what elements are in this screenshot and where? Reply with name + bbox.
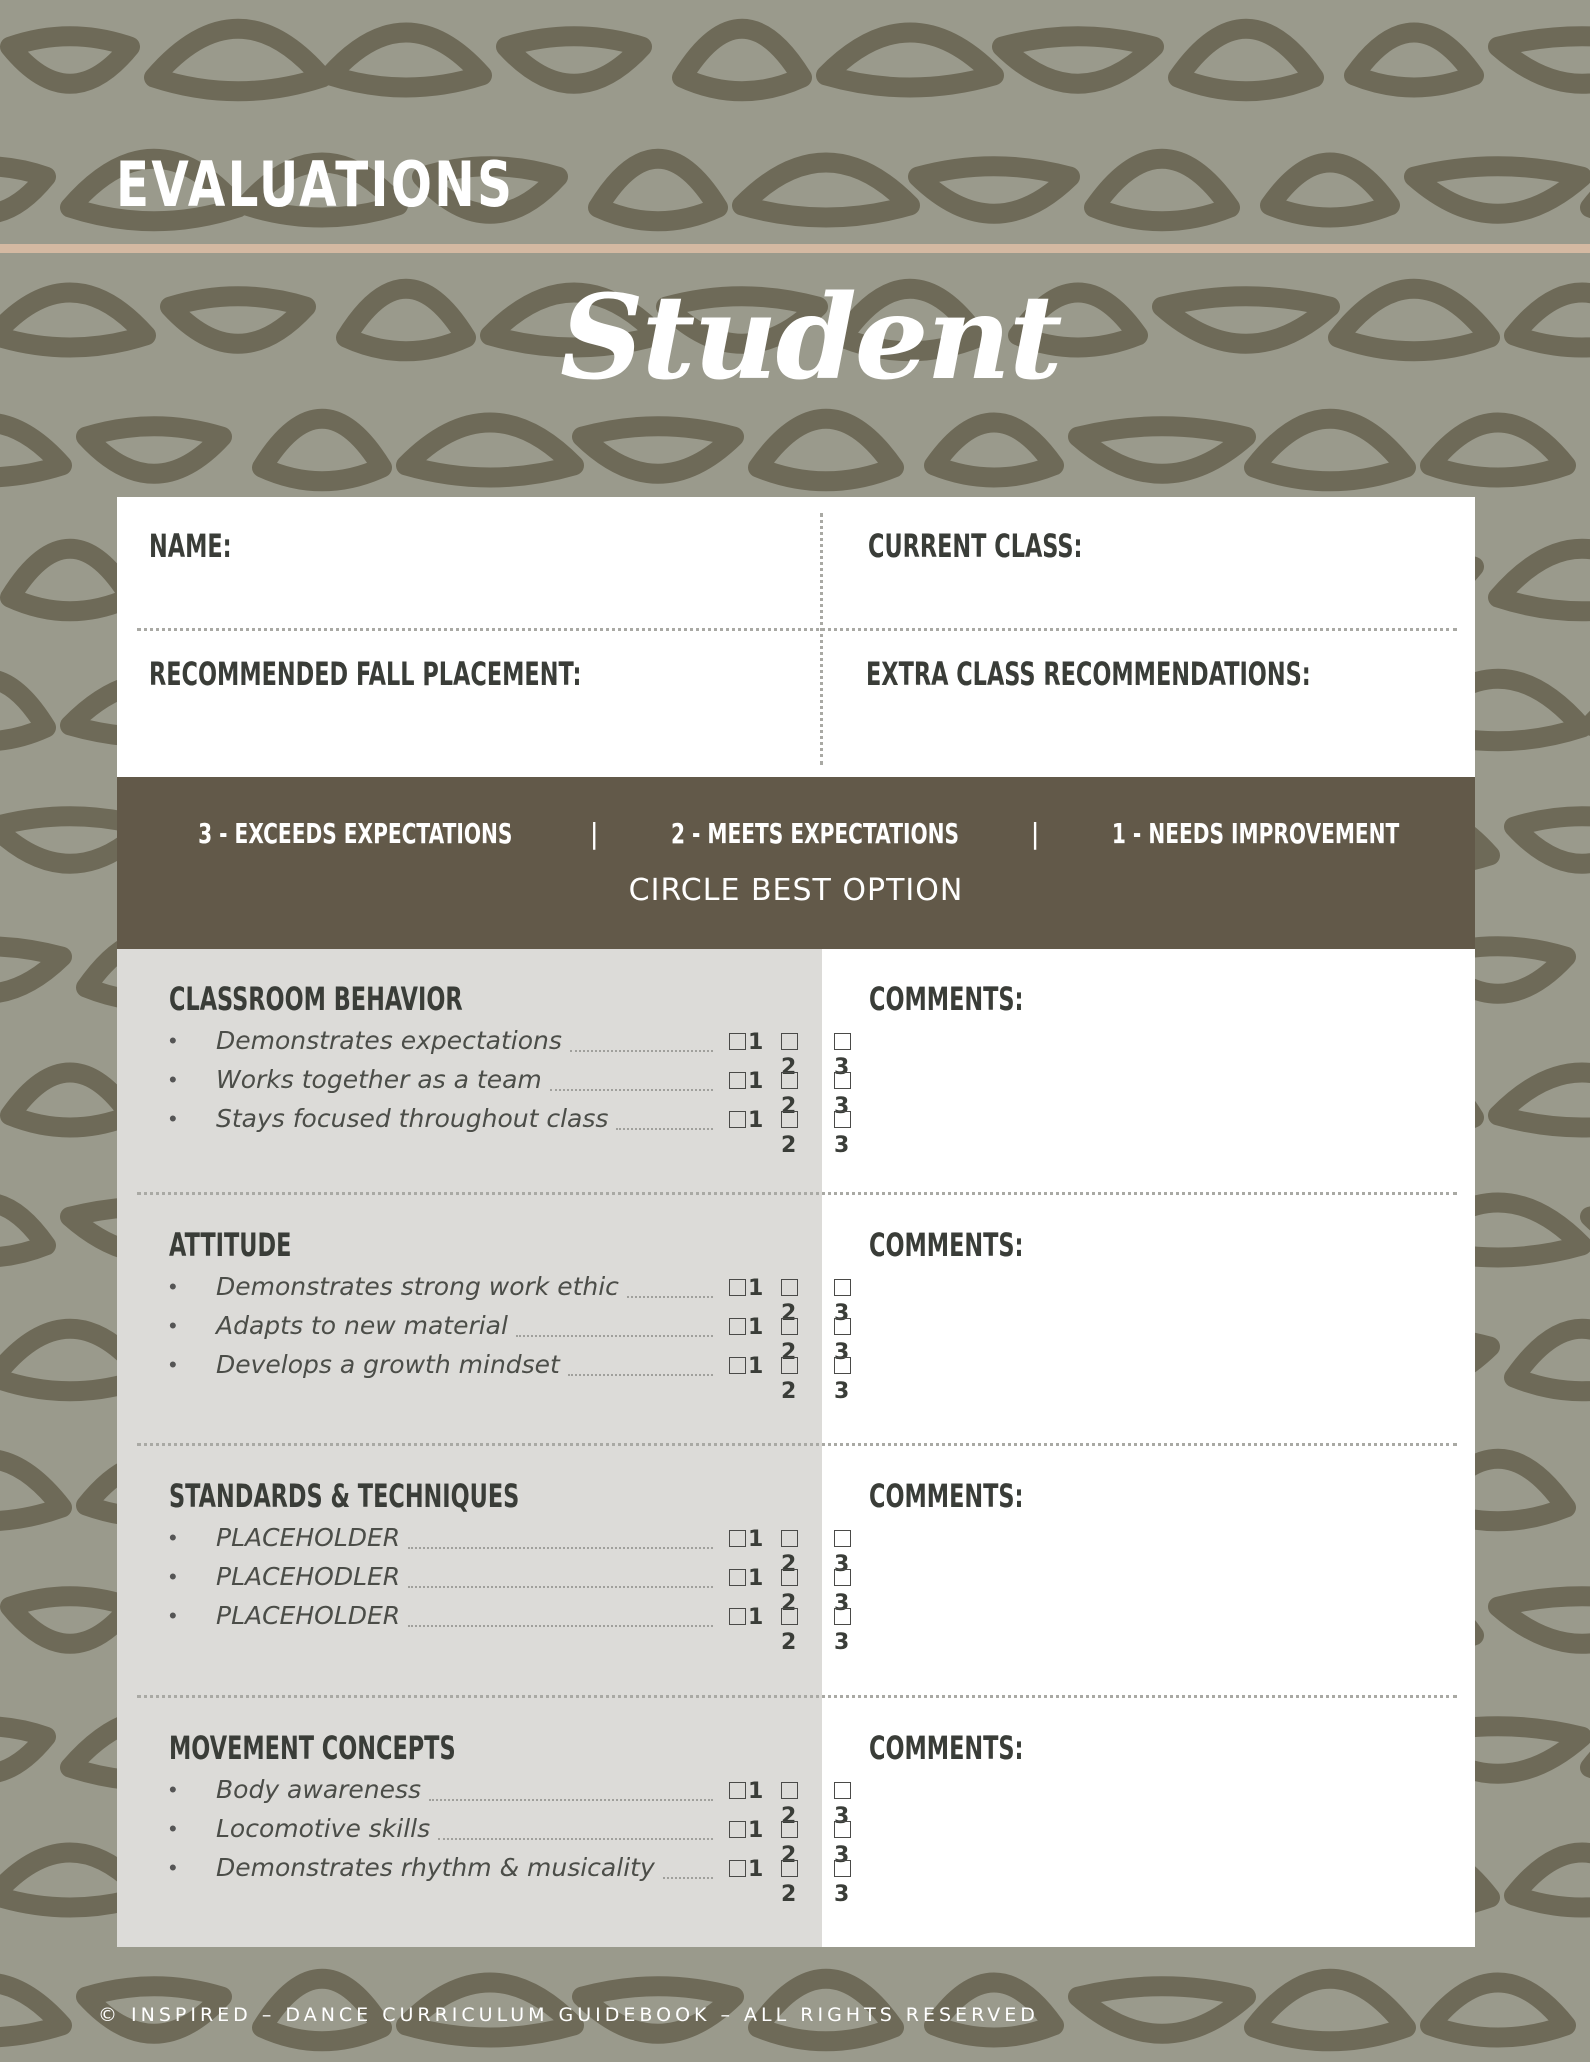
rating-option-1[interactable] [729, 1108, 763, 1133]
name-field-label[interactable]: NAME: [149, 527, 232, 565]
checkbox-icon[interactable] [834, 1782, 851, 1799]
pattern-ring [1514, 293, 1590, 348]
rating-option-number: 3 [834, 1301, 850, 1326]
checkbox-icon[interactable] [781, 1357, 798, 1374]
rating-option-1[interactable] [729, 1527, 763, 1552]
rating-option-number: 3 [834, 1804, 850, 1829]
checkbox-icon[interactable] [834, 1072, 851, 1089]
rating-option-number: 1 [748, 1566, 764, 1591]
pattern-ring [918, 166, 1070, 214]
criteria-label: Demonstrates rhythm & musicality [216, 1853, 655, 1882]
pattern-ring [758, 419, 894, 482]
pattern-ring [0, 1203, 46, 1258]
dotted-leader [438, 1838, 713, 1840]
dotted-leader [663, 1877, 713, 1879]
bullet: • [169, 1525, 177, 1550]
rating-option-3[interactable] [834, 1354, 853, 1404]
pattern-ring [0, 293, 146, 348]
pattern-ring [10, 1596, 130, 1644]
checkbox-icon[interactable] [781, 1782, 798, 1799]
rating-option-2[interactable] [781, 1108, 809, 1158]
criteria-label: Locomotive skills [216, 1814, 431, 1843]
checkbox-icon[interactable] [781, 1072, 798, 1089]
criteria-item [169, 1601, 850, 1655]
checkbox-icon[interactable] [834, 1530, 851, 1547]
rating-option-1[interactable] [729, 1605, 763, 1630]
criteria-item [169, 1104, 850, 1158]
section-divider [137, 1443, 1457, 1446]
checkbox-icon[interactable] [834, 1033, 851, 1050]
rating-option-number: 1 [748, 1779, 764, 1804]
rating-option-2[interactable] [781, 1857, 809, 1907]
bullet: • [169, 1816, 177, 1841]
criteria-label: Demonstrates expectations [216, 1026, 562, 1055]
pattern-ring [170, 296, 306, 344]
checkbox-icon[interactable] [781, 1608, 798, 1625]
checkbox-icon[interactable] [729, 1569, 746, 1586]
pattern-ring [1514, 816, 1590, 864]
pattern-ring [0, 423, 62, 478]
rating-option-number: 3 [834, 1133, 850, 1158]
dotted-leader [627, 1296, 713, 1298]
checkbox-icon[interactable] [729, 1782, 746, 1799]
rating-option-number: 1 [748, 1108, 764, 1133]
pattern-ring [0, 166, 46, 214]
pattern-ring [1002, 36, 1154, 84]
rating-option-number: 2 [781, 1055, 797, 1080]
rating-legend-band [117, 777, 1475, 949]
header-divider [0, 244, 1590, 253]
pattern-ring [1498, 549, 1590, 612]
rating-option-number: 2 [781, 1630, 797, 1655]
pattern-ring [1094, 159, 1230, 222]
comments-label[interactable]: COMMENTS: [869, 1729, 1024, 1767]
checkbox-icon[interactable] [781, 1821, 798, 1838]
rating-instruction: CIRCLE BEST OPTION [628, 873, 964, 908]
pattern-ring [330, 33, 482, 88]
bullet: • [169, 1352, 177, 1377]
comments-label[interactable]: COMMENTS: [869, 980, 1024, 1018]
rating-option-number: 2 [781, 1882, 797, 1907]
pattern-ring [154, 29, 322, 92]
pattern-ring [1178, 29, 1314, 92]
checkbox-icon[interactable] [781, 1111, 798, 1128]
rating-option-number: 2 [781, 1591, 797, 1616]
checkbox-icon[interactable] [729, 1111, 746, 1128]
comments-label[interactable]: COMMENTS: [869, 1226, 1024, 1264]
checkbox-icon[interactable] [729, 1608, 746, 1625]
rating-option-number: 2 [781, 1843, 797, 1868]
rating-option-1[interactable] [729, 1566, 763, 1591]
pattern-ring [1354, 33, 1474, 88]
criteria-label: Works together as a team [216, 1065, 542, 1094]
checkbox-icon[interactable] [834, 1111, 851, 1128]
pattern-ring [682, 29, 802, 92]
section-divider [137, 1192, 1457, 1195]
pattern-ring [1162, 296, 1330, 344]
bullet: • [169, 1313, 177, 1338]
rating-legend [117, 817, 1475, 850]
rating-option-3[interactable] [834, 1605, 853, 1655]
checkbox-icon[interactable] [834, 1860, 851, 1877]
pattern-ring [0, 679, 46, 742]
rating-option-number: 2 [781, 1301, 797, 1326]
rating-option-number: 1 [748, 1527, 764, 1552]
comments-label[interactable]: COMMENTS: [869, 1477, 1024, 1515]
checkbox-icon[interactable] [781, 1530, 798, 1547]
pattern-ring [1514, 1329, 1590, 1392]
pattern-ring [506, 36, 642, 84]
bullet: • [169, 1855, 177, 1880]
bullet: • [169, 1028, 177, 1053]
rating-option-number: 3 [834, 1882, 850, 1907]
criteria-item [169, 1350, 850, 1404]
legend-separator: | [1030, 817, 1040, 850]
field-divider-horizontal [137, 628, 1457, 631]
bullet: • [169, 1603, 177, 1628]
pattern-ring [0, 946, 62, 994]
pattern-ring [1414, 166, 1582, 214]
footer-copyright: © INSPIRED – DANCE CURRICULUM GUIDEBOOK – ALL RIGHTS RESERVED [98, 2004, 1039, 2026]
checkbox-icon[interactable] [729, 1357, 746, 1374]
checkbox-icon[interactable] [834, 1569, 851, 1586]
rating-option-number: 1 [748, 1857, 764, 1882]
section-title: CLASSROOM BEHAVIOR [169, 980, 463, 1018]
pattern-ring [10, 1073, 130, 1128]
checkbox-icon[interactable] [834, 1318, 851, 1335]
checkbox-icon[interactable] [729, 1821, 746, 1838]
rating-option-number: 2 [781, 1340, 797, 1365]
rating-option-number: 1 [748, 1315, 764, 1340]
dotted-leader [570, 1050, 713, 1052]
pattern-ring [86, 426, 222, 474]
rating-option-3[interactable] [834, 1108, 853, 1158]
rating-option-2[interactable] [781, 1354, 809, 1404]
rating-option-number: 3 [834, 1094, 850, 1119]
checkbox-icon[interactable] [729, 1860, 746, 1877]
pattern-ring [0, 1726, 46, 1774]
criteria-label: Develops a growth mindset [216, 1350, 560, 1379]
rating-option-number: 2 [781, 1094, 797, 1119]
bullet: • [169, 1274, 177, 1299]
page-header-title: EVALUATIONS [116, 148, 515, 221]
field-divider-vertical [820, 513, 823, 765]
pattern-ring [1078, 1986, 1246, 2034]
rating-option-1[interactable] [729, 1030, 763, 1055]
dotted-leader [550, 1089, 713, 1091]
bullet: • [169, 1564, 177, 1589]
bullet: • [169, 1777, 177, 1802]
checkbox-icon[interactable] [729, 1072, 746, 1089]
legend-exceeds: 3 - EXCEEDS EXPECTATIONS [198, 817, 513, 850]
section-title: MOVEMENT CONCEPTS [169, 1729, 456, 1767]
rating-option-number: 3 [834, 1055, 850, 1080]
pattern-ring [10, 36, 130, 84]
checkbox-icon[interactable] [729, 1033, 746, 1050]
criteria-label: Adapts to new material [216, 1311, 508, 1340]
pattern-ring [1338, 289, 1490, 352]
section-title: STANDARDS & TECHNIQUES [169, 1477, 520, 1515]
rating-option-1[interactable] [729, 1818, 763, 1843]
pattern-ring [0, 1983, 62, 2038]
dotted-leader [408, 1586, 713, 1588]
checkbox-icon[interactable] [834, 1821, 851, 1838]
pattern-ring [1270, 163, 1390, 218]
pattern-ring [1498, 1073, 1590, 1128]
extra-class-field-label[interactable]: EXTRA CLASS RECOMMENDATIONS: [866, 655, 1311, 693]
pattern-ring [1498, 36, 1590, 84]
rating-option-2[interactable] [781, 1605, 809, 1655]
fall-placement-field-label[interactable]: RECOMMENDED FALL PLACEMENT: [149, 655, 582, 693]
checkbox-icon[interactable] [781, 1279, 798, 1296]
checkbox-icon[interactable] [781, 1860, 798, 1877]
evaluation-form [117, 497, 1475, 1947]
pattern-ring [1254, 419, 1406, 482]
rating-option-number: 3 [834, 1591, 850, 1616]
legend-separator: | [589, 817, 599, 850]
pattern-ring [0, 1459, 62, 1522]
criteria-label: Stays focused throughout class [216, 1104, 609, 1133]
rating-option-number: 2 [781, 1552, 797, 1577]
rating-option-number: 3 [834, 1552, 850, 1577]
legend-needs-improvement: 1 - NEEDS IMPROVEMENT [1111, 817, 1399, 850]
pattern-ring [262, 419, 382, 482]
bullet: • [169, 1106, 177, 1131]
rating-option-1[interactable] [729, 1315, 763, 1340]
pattern-ring [1430, 1983, 1566, 2038]
current-class-field-label[interactable]: CURRENT CLASS: [868, 527, 1083, 565]
checkbox-icon[interactable] [729, 1279, 746, 1296]
criteria-label: PLACEHODLER [216, 1562, 401, 1591]
rating-option-3[interactable] [834, 1857, 853, 1907]
criteria-label: Body awareness [216, 1775, 422, 1804]
dotted-leader [516, 1335, 713, 1337]
checkbox-icon[interactable] [834, 1357, 851, 1374]
criteria-label: PLACEHOLDER [216, 1523, 401, 1552]
pattern-ring [10, 549, 130, 612]
rating-option-number: 1 [748, 1069, 764, 1094]
rating-option-number: 3 [834, 1843, 850, 1868]
checkbox-icon[interactable] [834, 1279, 851, 1296]
rating-option-number: 1 [748, 1276, 764, 1301]
pattern-ring [1430, 423, 1566, 478]
checkbox-icon[interactable] [781, 1033, 798, 1050]
pattern-ring [742, 163, 910, 218]
checkbox-icon[interactable] [834, 1608, 851, 1625]
dotted-leader [568, 1374, 713, 1376]
rating-option-number: 1 [748, 1030, 764, 1055]
rating-option-number: 3 [834, 1630, 850, 1655]
dotted-leader [429, 1799, 713, 1801]
rating-option-1[interactable] [729, 1779, 763, 1804]
rating-option-number: 2 [781, 1804, 797, 1829]
rating-option-number: 1 [748, 1354, 764, 1379]
pattern-ring [1254, 1979, 1406, 2042]
rating-option-number: 1 [748, 1818, 764, 1843]
pattern-ring [406, 423, 574, 478]
section-divider [137, 1695, 1457, 1698]
pattern-ring [1078, 426, 1246, 474]
dotted-leader [616, 1128, 713, 1130]
rating-option-number: 2 [781, 1379, 797, 1404]
rating-option-1[interactable] [729, 1354, 763, 1379]
rating-option-1[interactable] [729, 1857, 763, 1882]
criteria-label: PLACEHOLDER [216, 1601, 401, 1630]
student-script-title: Student [560, 270, 1061, 406]
pattern-ring [1498, 1596, 1590, 1644]
criteria-item [169, 1853, 850, 1907]
criteria-label: Demonstrates strong work ethic [216, 1272, 619, 1301]
checkbox-icon[interactable] [729, 1530, 746, 1547]
section-title: ATTITUDE [169, 1226, 292, 1264]
dotted-leader [408, 1625, 713, 1627]
rating-option-number: 2 [781, 1133, 797, 1158]
checkbox-icon[interactable] [781, 1318, 798, 1335]
pattern-ring [346, 289, 466, 352]
rating-option-1[interactable] [729, 1276, 763, 1301]
pattern-ring [1514, 1853, 1590, 1908]
rating-option-number: 3 [834, 1340, 850, 1365]
checkbox-icon[interactable] [781, 1569, 798, 1586]
pattern-ring [934, 423, 1054, 478]
pattern-ring [598, 159, 718, 222]
dotted-leader [408, 1547, 713, 1549]
rating-option-number: 3 [834, 1379, 850, 1404]
rating-option-number: 1 [748, 1605, 764, 1630]
pattern-ring [826, 33, 994, 88]
bullet: • [169, 1067, 177, 1092]
rating-option-1[interactable] [729, 1069, 763, 1094]
pattern-ring [582, 426, 734, 474]
checkbox-icon[interactable] [729, 1318, 746, 1335]
legend-meets: 2 - MEETS EXPECTATIONS [670, 817, 959, 850]
